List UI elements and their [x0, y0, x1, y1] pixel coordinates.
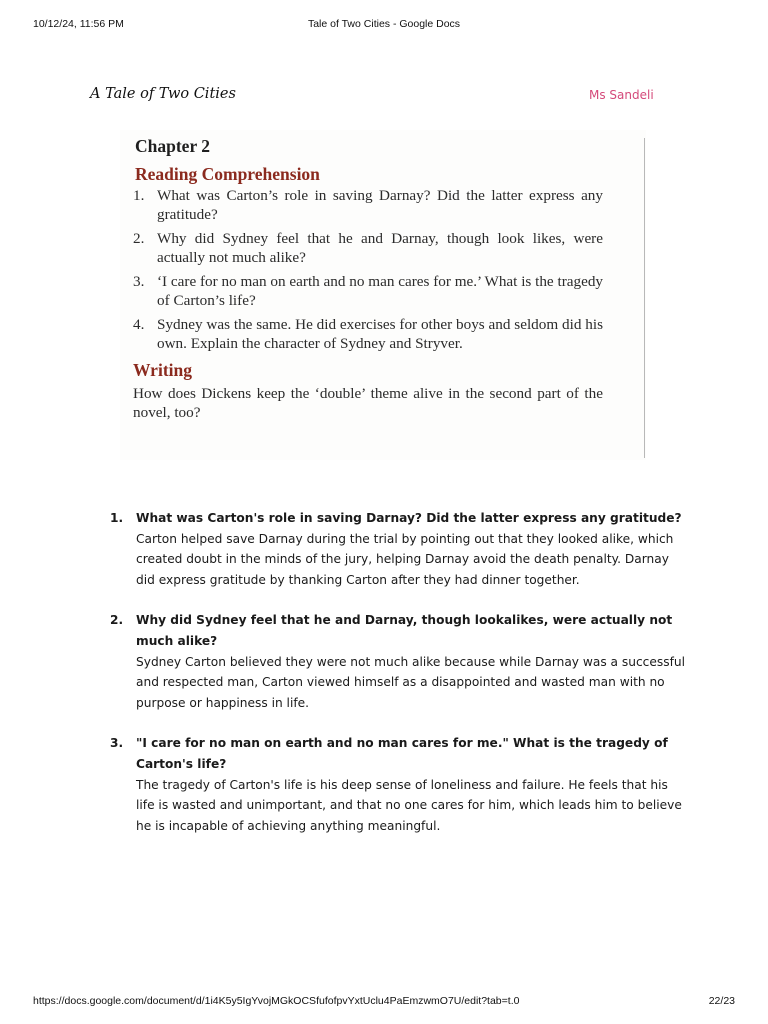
answer-item [110, 733, 690, 836]
print-page-counter: 22/23 [708, 995, 735, 1007]
scan-writing-heading: Writing [133, 360, 192, 380]
print-datetime: 10/12/24, 11:56 PM [33, 18, 124, 30]
answer-body [136, 610, 690, 713]
scan-question-number: 3. [133, 273, 145, 290]
scan-question-text: ‘I care for no man on earth and no man cares for me.’ What is the tragedy of Carton’s life? [157, 273, 604, 309]
print-footer [33, 995, 735, 1009]
textbook-scan-image [120, 130, 646, 460]
print-url[interactable]: https://docs.google.com/document/d/1i4K5y5IgYvojMGkOCSfufofpvYxtUclu4PaEmzwmO7U/edit?tab=t.0 [33, 995, 520, 1007]
scan-question-number: 1. [133, 187, 145, 204]
answer-question: Why did Sydney feel that he and Darnay, though lookalikes, were actually not much alike? [136, 613, 673, 648]
print-header [33, 18, 735, 32]
answer-number: 2. [110, 613, 124, 628]
scan-question-number: 4. [133, 316, 145, 333]
answer-item [110, 610, 690, 713]
answer-text: Carton helped save Darnay during the trial by pointing out that they looked alike, which created doubt in the minds of the jury, helping Darnay avoid the death penalty. Darnay did express gratitude by thanking Carton after they had dinner together. [136, 531, 674, 587]
scan-question-number: 2. [133, 230, 145, 247]
scan-question-text: Why did Sydney feel that he and Darnay, though look likes, were actually not much alike? [157, 230, 603, 266]
print-page-title: Tale of Two Cities - Google Docs [307, 18, 461, 30]
scan-writing-prompt: How does Dickens keep the ‘double’ theme alive in the second part of the novel, too? [133, 385, 603, 421]
answer-body [136, 733, 690, 836]
answer-number: 1. [110, 511, 124, 525]
scan-question [133, 229, 603, 267]
answer-question: "I care for no man on earth and no man cares for me." What is the tragedy of Carton's life? [136, 736, 668, 771]
answer-text: Sydney Carton believed they were not much alike because while Darnay was a successful and respected man, Carton viewed himself as a disappointed and wasted man with no purpose or happiness in life. [136, 654, 685, 710]
scan-question [133, 186, 603, 224]
scan-question-text: What was Carton’s role in saving Darnay? Did the latter express any gratitude? [157, 187, 603, 223]
answer-question: What was Carton's role in saving Darnay? Did the latter express any gratitude? [136, 511, 682, 525]
answer-item [110, 508, 690, 590]
scan-chapter-heading: Chapter 2 [135, 136, 211, 156]
scan-section-heading: Reading Comprehension [135, 164, 320, 184]
scan-question [133, 272, 603, 310]
scan-edge-line [644, 138, 645, 458]
scan-question-text: Sydney was the same. He did exercises for other boys and seldom did his own. Explain the character of Sydney and Stryver. [157, 316, 603, 352]
document-header-author: Ms Sandeli [589, 88, 654, 102]
answer-number: 3. [110, 736, 124, 751]
scan-question [133, 315, 603, 353]
answers-list [110, 508, 690, 856]
answer-text: The tragedy of Carton's life is his deep sense of loneliness and failure. He feels that his life is wasted and unimportant, and that no one cares for him, which leads him to believe he is incapable of achieving anything meaningful. [136, 777, 682, 833]
textbook-scan-content [133, 136, 603, 422]
answer-body [136, 508, 690, 590]
document-header-title: A Tale of Two Cities [90, 86, 236, 102]
